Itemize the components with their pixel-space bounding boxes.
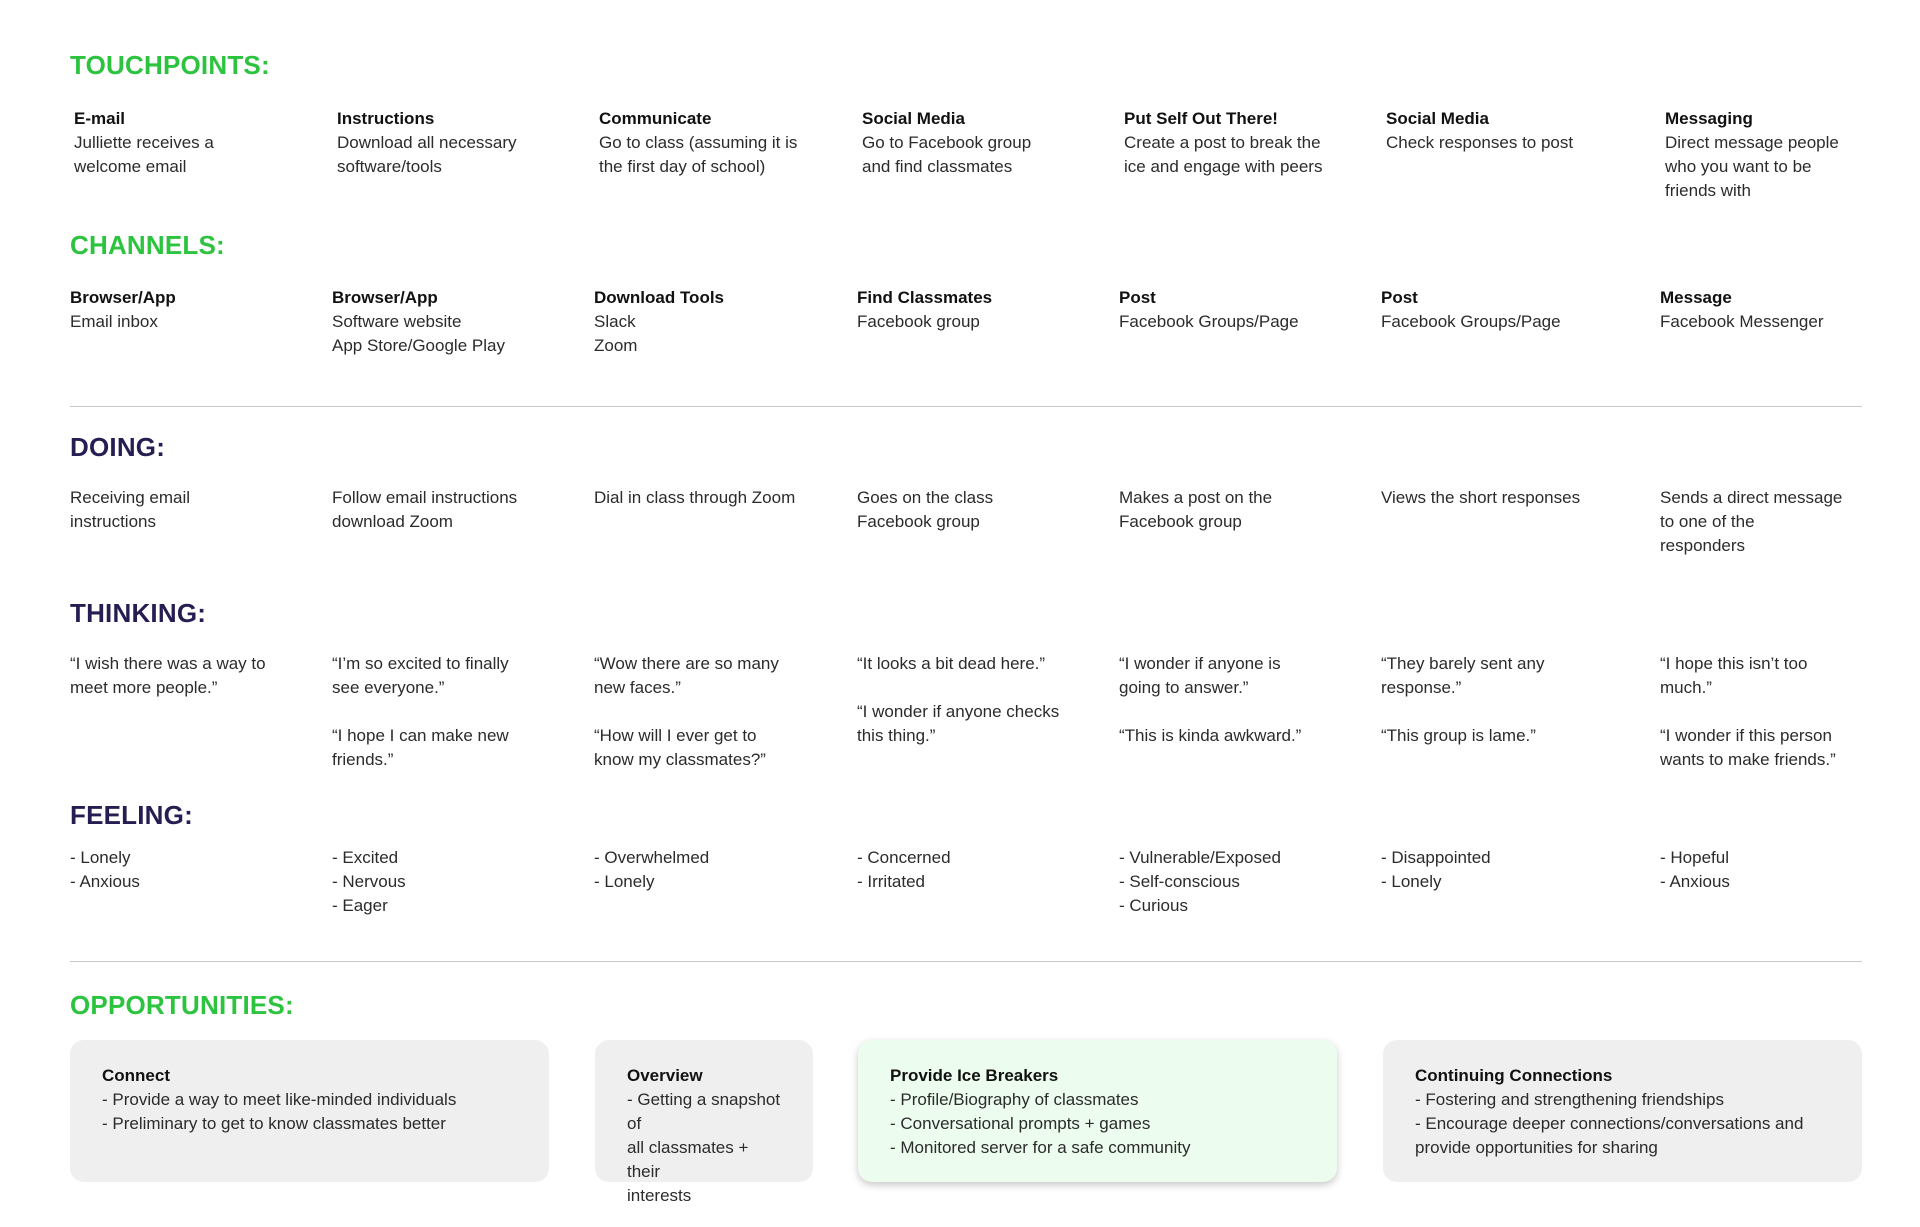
thinking-text: “I wish there was a way to meet more people.” bbox=[70, 654, 266, 697]
doing-item bbox=[1381, 486, 1626, 510]
touchpoint-title: Instructions bbox=[337, 109, 435, 128]
touchpoints-heading: TOUCHPOINTS: bbox=[70, 50, 270, 80]
thinking-item bbox=[1381, 652, 1626, 748]
channel-text: Email inbox bbox=[70, 312, 158, 331]
feeling-text: - Vulnerable/Exposed - Self-conscious - Curious bbox=[1119, 848, 1281, 915]
touchpoint-text: Check responses to post bbox=[1386, 133, 1574, 152]
feeling-item bbox=[857, 846, 1102, 894]
section-divider bbox=[70, 961, 1862, 962]
thinking-item bbox=[70, 652, 315, 700]
doing-item bbox=[594, 486, 839, 510]
doing-item bbox=[1119, 486, 1364, 534]
channel-title: Post bbox=[1119, 288, 1156, 307]
channel-item bbox=[857, 286, 1102, 334]
touchpoint-item bbox=[337, 107, 582, 179]
feeling-text: - Lonely - Anxious bbox=[70, 848, 140, 891]
feeling-heading: FEELING: bbox=[70, 800, 193, 830]
doing-text: Makes a post on the Facebook group bbox=[1119, 488, 1273, 531]
feeling-item bbox=[70, 846, 315, 894]
touchpoint-text: Create a post to break the ice and engage with peers bbox=[1124, 133, 1323, 176]
channels-heading: CHANNELS: bbox=[70, 230, 225, 260]
opportunity-card-connect bbox=[70, 1040, 549, 1182]
touchpoint-title: Social Media bbox=[862, 109, 965, 128]
doing-text: Dial in class through Zoom bbox=[594, 488, 796, 507]
feeling-item bbox=[1660, 846, 1905, 894]
touchpoint-item bbox=[599, 107, 844, 179]
opportunity-text: - Getting a snapshot of all classmates + their interests bbox=[627, 1090, 781, 1205]
channel-item bbox=[70, 286, 315, 334]
channel-title: Browser/App bbox=[332, 288, 438, 307]
touchpoint-text: Go to Facebook group and find classmates bbox=[862, 133, 1032, 176]
thinking-text: “Wow there are so many new faces.” “How will I ever get to know my classmates?” bbox=[594, 654, 779, 769]
touchpoint-item bbox=[1386, 107, 1631, 155]
channel-title: Find Classmates bbox=[857, 288, 993, 307]
touchpoint-title: Communicate bbox=[599, 109, 712, 128]
channel-item bbox=[594, 286, 839, 358]
touchpoint-text: Download all necessary software/tools bbox=[337, 133, 517, 176]
feeling-text: - Excited - Nervous - Eager bbox=[332, 848, 406, 915]
channel-text: Slack Zoom bbox=[594, 312, 638, 355]
thinking-item bbox=[857, 652, 1102, 748]
feeling-text: - Overwhelmed - Lonely bbox=[594, 848, 710, 891]
channel-text: Software website App Store/Google Play bbox=[332, 312, 505, 355]
touchpoint-text: Go to class (assuming it is the first day of school) bbox=[599, 133, 798, 176]
touchpoint-title: Put Self Out There! bbox=[1124, 109, 1278, 128]
doing-item bbox=[857, 486, 1102, 534]
opportunity-text: - Profile/Biography of classmates - Conversational prompts + games - Monitored server for a safe community bbox=[890, 1090, 1191, 1157]
thinking-item bbox=[1119, 652, 1364, 748]
touchpoint-title: Social Media bbox=[1386, 109, 1489, 128]
thinking-heading: THINKING: bbox=[70, 598, 207, 628]
thinking-text: “I hope this isn’t too much.” “I wonder if this person wants to make friends.” bbox=[1660, 654, 1836, 769]
doing-text: Follow email instructions download Zoom bbox=[332, 488, 518, 531]
channel-title: Post bbox=[1381, 288, 1418, 307]
opportunity-text: - Provide a way to meet like-minded individuals - Preliminary to get to know classmates better bbox=[102, 1090, 457, 1133]
doing-heading: DOING: bbox=[70, 432, 166, 462]
channel-text: Facebook Groups/Page bbox=[1119, 312, 1299, 331]
section-divider bbox=[70, 406, 1862, 407]
channel-text: Facebook Groups/Page bbox=[1381, 312, 1561, 331]
opportunity-card-continuing-connections bbox=[1383, 1040, 1862, 1182]
opportunity-title: Overview bbox=[627, 1066, 703, 1085]
channel-text: Facebook Messenger bbox=[1660, 312, 1824, 331]
touchpoint-item bbox=[1124, 107, 1369, 179]
opportunity-title: Connect bbox=[102, 1066, 170, 1085]
feeling-item bbox=[594, 846, 839, 894]
feeling-text: - Concerned - Irritated bbox=[857, 848, 951, 891]
thinking-item bbox=[1660, 652, 1905, 772]
doing-item bbox=[70, 486, 315, 534]
thinking-item bbox=[332, 652, 577, 772]
channel-item bbox=[332, 286, 577, 358]
feeling-item bbox=[332, 846, 577, 918]
touchpoint-item bbox=[74, 107, 319, 179]
doing-text: Views the short responses bbox=[1381, 488, 1581, 507]
feeling-item bbox=[1119, 846, 1364, 918]
channel-title: Download Tools bbox=[594, 288, 725, 307]
doing-text: Sends a direct message to one of the responders bbox=[1660, 488, 1843, 555]
opportunities-heading: OPPORTUNITIES: bbox=[70, 990, 294, 1020]
touchpoint-title: Messaging bbox=[1665, 109, 1753, 128]
touchpoint-item bbox=[1665, 107, 1910, 203]
opportunity-text: - Fostering and strengthening friendships - Encourage deeper connections/conversations and provide opportunities for sharing bbox=[1415, 1090, 1804, 1157]
doing-text: Goes on the class Facebook group bbox=[857, 488, 994, 531]
thinking-text: “I wonder if anyone is going to answer.” “This is kinda awkward.” bbox=[1119, 654, 1302, 745]
channel-title: Message bbox=[1660, 288, 1732, 307]
touchpoint-item bbox=[862, 107, 1107, 179]
thinking-text: “I’m so excited to finally see everyone.” “I hope I can make new friends.” bbox=[332, 654, 509, 769]
doing-item bbox=[332, 486, 577, 534]
channel-title: Browser/App bbox=[70, 288, 176, 307]
feeling-text: - Disappointed - Lonely bbox=[1381, 848, 1491, 891]
opportunity-card-ice-breakers bbox=[858, 1040, 1337, 1182]
touchpoint-text: Julliette receives a welcome email bbox=[74, 133, 214, 176]
channel-text: Facebook group bbox=[857, 312, 980, 331]
feeling-item bbox=[1381, 846, 1626, 894]
opportunity-title: Continuing Connections bbox=[1415, 1066, 1613, 1085]
touchpoint-title: E-mail bbox=[74, 109, 126, 128]
doing-item bbox=[1660, 486, 1905, 558]
touchpoint-text: Direct message people who you want to be friends with bbox=[1665, 133, 1839, 200]
thinking-text: “They barely sent any response.” “This group is lame.” bbox=[1381, 654, 1545, 745]
doing-text: Receiving email instructions bbox=[70, 488, 190, 531]
channel-item bbox=[1660, 286, 1905, 334]
thinking-item bbox=[594, 652, 839, 772]
opportunity-card-overview bbox=[595, 1040, 813, 1205]
channel-item bbox=[1119, 286, 1364, 334]
opportunity-title: Provide Ice Breakers bbox=[890, 1066, 1059, 1085]
feeling-text: - Hopeful - Anxious bbox=[1660, 848, 1730, 891]
thinking-text: “It looks a bit dead here.” “I wonder if anyone checks this thing.” bbox=[857, 654, 1060, 745]
channel-item bbox=[1381, 286, 1626, 334]
